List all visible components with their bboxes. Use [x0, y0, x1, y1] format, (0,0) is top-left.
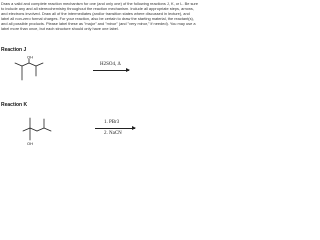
- reaction-j-starting-material: [14, 56, 48, 84]
- reaction-j-reagent: H2SO4, Δ: [100, 62, 121, 67]
- reaction-k-reagent-1: 1. PBr3: [104, 120, 120, 125]
- bond: [22, 63, 29, 66]
- bond: [36, 63, 43, 66]
- bond: [23, 128, 30, 131]
- reaction-k-title: Reaction K: [1, 102, 28, 108]
- bond: [30, 128, 37, 131]
- bond: [37, 128, 44, 131]
- reaction-k-oh-label: OH: [27, 141, 33, 146]
- reaction-k-reagent-2: 2. NaCN: [104, 131, 122, 136]
- reaction-k-starting-material: [20, 114, 56, 158]
- reaction-k-arrow: [95, 128, 135, 129]
- reaction-j-arrow: [93, 70, 129, 71]
- bond: [15, 63, 22, 66]
- reaction-j-oh-label: OH: [27, 54, 33, 60]
- instructions-text: Draw a valid and complete reaction mechanism for one (and only one) of the following reactions J, K, or L. Be sure to include any and all stereochemistry throughout the reaction mechanism. Include all appropriate steps, arrows, and electrons involved. Draw all of the intermediates (and/or transition states where discussed in lecture), and label all non-zero formal charges. For your reaction, also be certain to draw the starting material, the reactant(s), and all possible products. Please label these as "major" and "minor" (and "very minor," if needed). You may use a label more than once, but each structure should only have one label.: [1, 1, 199, 32]
- reaction-j-title: Reaction J: [1, 47, 27, 53]
- bond: [29, 63, 36, 66]
- bond: [44, 128, 51, 131]
